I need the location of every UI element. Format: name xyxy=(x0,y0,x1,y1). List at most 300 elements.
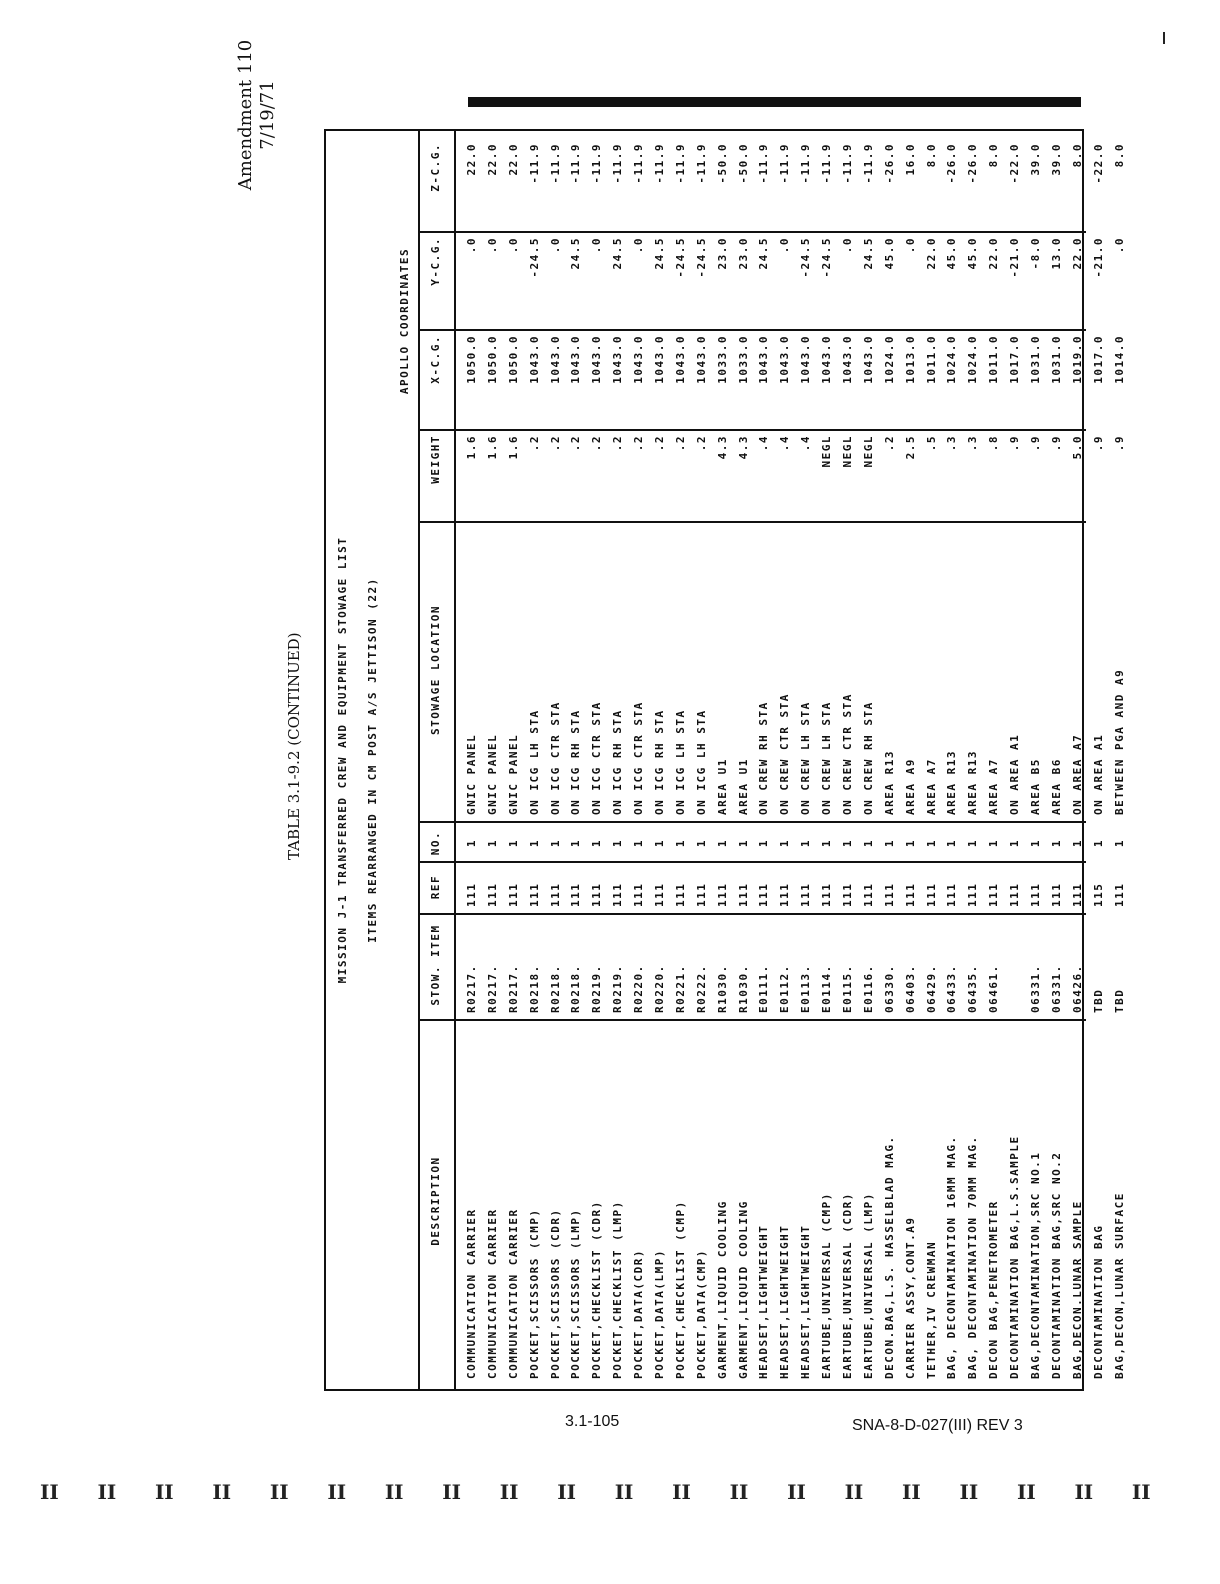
cell-location: ON CREW LH STA xyxy=(799,701,813,815)
cell-stow-item: TBD xyxy=(1112,988,1126,1013)
amendment-label: Amendment 110 xyxy=(235,39,256,191)
cell-location: AREA R13 xyxy=(882,750,896,815)
col-ref: REF xyxy=(429,874,442,900)
cell-no: 1 xyxy=(694,838,708,848)
cell-x-cg: 1043.0 xyxy=(778,335,792,384)
cell-stow-item: E0114. xyxy=(820,964,834,1013)
cell-description: COMMUNICATION CARRIER xyxy=(465,1208,478,1379)
cell-weight: .9 xyxy=(1049,435,1063,452)
cell-weight: .2 xyxy=(548,435,562,452)
cell-no: 1 xyxy=(757,838,771,848)
cell-no: 1 xyxy=(1008,838,1022,848)
table-row xyxy=(671,131,692,1389)
table-row xyxy=(775,131,796,1389)
cell-y-cg: -24.5 xyxy=(820,237,834,278)
cell-no: 1 xyxy=(882,838,896,848)
cell-stow-item: R0218. xyxy=(548,964,562,1013)
cell-description: CARRIER ASSY,CONT.A9 xyxy=(903,1216,917,1379)
cell-stow-item: R0217. xyxy=(485,964,499,1013)
cell-ref: 111 xyxy=(778,882,792,907)
cell-ref: 111 xyxy=(632,882,646,907)
cell-weight: .2 xyxy=(632,435,646,452)
cell-location: ON ICG LH STA xyxy=(673,709,687,815)
table-row xyxy=(525,131,546,1389)
cell-no: 1 xyxy=(820,838,834,848)
cell-ref: 111 xyxy=(861,882,875,907)
cell-y-cg: 22.0 xyxy=(924,237,938,270)
cell-description: BAG, DECONTAMINATION 70MM MAG. xyxy=(966,1135,980,1379)
col-weight: WEIGHT xyxy=(429,435,442,484)
table-row xyxy=(692,131,713,1389)
corner-tick xyxy=(1163,32,1165,44)
cell-ref: 111 xyxy=(841,882,855,907)
cell-location: AREA R13 xyxy=(945,750,959,815)
cell-weight: 1.6 xyxy=(485,435,499,460)
cell-z-cg: -11.9 xyxy=(527,143,541,184)
cell-x-cg: 1024.0 xyxy=(882,335,896,384)
cell-x-cg: 1043.0 xyxy=(569,335,583,384)
cell-weight: 2.5 xyxy=(903,435,917,460)
registration-mark: II xyxy=(384,1480,404,1504)
registration-mark: II xyxy=(97,1480,117,1504)
cell-y-cg: .0 xyxy=(903,237,917,254)
cell-ref: 111 xyxy=(694,882,708,907)
cell-location: ON AREA A1 xyxy=(1091,733,1105,815)
cell-stow-item: R0218. xyxy=(569,964,583,1013)
cell-location: AREA A9 xyxy=(903,758,917,815)
registration-mark: II xyxy=(269,1480,289,1504)
cell-y-cg: .0 xyxy=(632,237,646,254)
cell-x-cg: 1019.0 xyxy=(1070,335,1084,384)
cell-description: POCKET,DATA(CMP) xyxy=(694,1249,708,1379)
cell-x-cg: 1043.0 xyxy=(673,335,687,384)
amendment-block xyxy=(235,0,279,265)
table-row xyxy=(838,131,859,1389)
document-id: SNA-8-D-027(III) REV 3 xyxy=(852,1417,1023,1434)
cell-description: HEADSET,LIGHTWEIGHT xyxy=(778,1224,792,1379)
cell-description: BAG,DECON.LUNAR SAMPLE xyxy=(1070,1200,1084,1379)
cell-x-cg: 1043.0 xyxy=(694,335,708,384)
cell-z-cg: -50.0 xyxy=(736,143,750,184)
cell-description: DECONTAMINATION BAG,SRC NO.2 xyxy=(1049,1151,1063,1379)
cell-y-cg: .0 xyxy=(465,237,478,254)
table-row xyxy=(462,131,483,1389)
cell-z-cg: 8.0 xyxy=(1112,143,1126,168)
cell-ref: 111 xyxy=(485,882,499,907)
cell-z-cg: -11.9 xyxy=(632,143,646,184)
cell-location: GNIC PANEL xyxy=(506,733,520,815)
cell-ref: 111 xyxy=(1049,882,1063,907)
cell-x-cg: 1033.0 xyxy=(736,335,750,384)
cell-ref: 111 xyxy=(527,882,541,907)
cell-stow-item: R0220. xyxy=(653,964,667,1013)
cell-location: AREA A7 xyxy=(987,758,1001,815)
cell-stow-item: R0218. xyxy=(527,964,541,1013)
cell-x-cg: 1017.0 xyxy=(1008,335,1022,384)
cell-weight: NEGL xyxy=(841,435,855,468)
table-title: MISSION J-1 TRANSFERRED CREW AND EQUIPMENT STOWAGE LIST xyxy=(336,536,349,984)
table-row xyxy=(608,131,629,1389)
table-row xyxy=(754,131,775,1389)
cell-no: 1 xyxy=(527,838,541,848)
cell-no: 1 xyxy=(715,838,729,848)
cell-ref: 115 xyxy=(1091,882,1105,907)
registration-mark: II xyxy=(212,1480,232,1504)
cell-z-cg: -11.9 xyxy=(757,143,771,184)
table-row xyxy=(796,131,817,1389)
cell-z-cg: -11.9 xyxy=(799,143,813,184)
cell-stow-item: 06330. xyxy=(882,964,896,1013)
table-row xyxy=(713,131,734,1389)
cell-stow-item: 06426. xyxy=(1070,964,1084,1013)
col-description: DESCRIPTION xyxy=(429,1156,442,1246)
cell-ref: 111 xyxy=(757,882,771,907)
cell-stow-item: 06331. xyxy=(1049,964,1063,1013)
cell-description: POCKET,DATA(LMP) xyxy=(653,1249,667,1379)
table-row xyxy=(734,131,755,1389)
cell-no: 1 xyxy=(548,838,562,848)
table-row xyxy=(880,131,901,1389)
cell-location: ON AREA A1 xyxy=(1008,733,1022,815)
cell-x-cg: 1043.0 xyxy=(861,335,875,384)
cell-x-cg: 1050.0 xyxy=(506,335,520,384)
cell-z-cg: -11.9 xyxy=(569,143,583,184)
cell-stow-item: R0217. xyxy=(465,964,478,1013)
table-row xyxy=(629,131,650,1389)
cell-location: AREA U1 xyxy=(715,758,729,815)
cell-location: ON CREW LH STA xyxy=(820,701,834,815)
column-header-divider xyxy=(454,131,456,1389)
cell-location: GNIC PANEL xyxy=(465,733,478,815)
cell-x-cg: 1043.0 xyxy=(820,335,834,384)
col-stow-item: STOW. ITEM xyxy=(429,924,442,1006)
cell-ref: 111 xyxy=(465,882,478,907)
table-row xyxy=(859,131,880,1389)
cell-location: ON CREW RH STA xyxy=(757,701,771,815)
table-subtitle: ITEMS REARRANGED IN CM POST A/S JETTISON (22) xyxy=(366,577,379,943)
cell-location: ON ICG LH STA xyxy=(527,709,541,815)
cell-no: 1 xyxy=(799,838,813,848)
cell-description: BAG,DECON,LUNAR SURFACE xyxy=(1112,1192,1126,1379)
table-body xyxy=(462,131,1131,1389)
cell-x-cg: 1043.0 xyxy=(632,335,646,384)
cell-no: 1 xyxy=(653,838,667,848)
cell-ref: 111 xyxy=(1070,882,1084,907)
cell-weight: .4 xyxy=(778,435,792,452)
table-row xyxy=(1089,131,1110,1389)
cell-description: EARTUBE,UNIVERSAL (LMP) xyxy=(861,1192,875,1379)
cell-y-cg: 24.5 xyxy=(861,237,875,270)
cell-location: ON ICG RH STA xyxy=(653,709,667,815)
page-number: 3.1-105 xyxy=(565,1413,620,1430)
registration-mark: II xyxy=(1131,1480,1151,1504)
table-row xyxy=(1026,131,1047,1389)
cell-weight: 4.3 xyxy=(715,435,729,460)
table-row xyxy=(504,131,525,1389)
cell-y-cg: 24.5 xyxy=(757,237,771,270)
table-row xyxy=(963,131,984,1389)
cell-location: ON ICG CTR STA xyxy=(590,701,604,815)
table-row xyxy=(587,131,608,1389)
cell-z-cg: -22.0 xyxy=(1008,143,1022,184)
cell-z-cg: -11.9 xyxy=(590,143,604,184)
col-y-cg: Y-C.G. xyxy=(429,237,442,286)
col-no: NO. xyxy=(429,830,442,856)
cell-z-cg: -11.9 xyxy=(841,143,855,184)
table-row xyxy=(984,131,1005,1389)
cell-description: DECON.BAG,L.S. HASSELBLAD MAG. xyxy=(882,1135,896,1379)
cell-z-cg: -22.0 xyxy=(1091,143,1105,184)
cell-weight: .5 xyxy=(924,435,938,452)
registration-mark: II xyxy=(154,1480,174,1504)
cell-no: 1 xyxy=(485,838,499,848)
cell-weight: .2 xyxy=(673,435,687,452)
cell-description: DECONTAMINATION BAG xyxy=(1091,1224,1105,1379)
cell-y-cg: .0 xyxy=(590,237,604,254)
cell-description: HEADSET,LIGHTWEIGHT xyxy=(799,1224,813,1379)
cell-x-cg: 1043.0 xyxy=(611,335,625,384)
cell-description: POCKET,SCISSORS (CMP) xyxy=(527,1208,541,1379)
amendment-date: 7/19/71 xyxy=(257,80,278,150)
cell-y-cg: .0 xyxy=(841,237,855,254)
cell-x-cg: 1043.0 xyxy=(527,335,541,384)
table-row xyxy=(546,131,567,1389)
cell-y-cg: .0 xyxy=(778,237,792,254)
cell-y-cg: .0 xyxy=(1112,237,1126,254)
cell-x-cg: 1043.0 xyxy=(653,335,667,384)
cell-stow-item: 06433. xyxy=(945,964,959,1013)
cell-ref: 111 xyxy=(569,882,583,907)
registration-mark: II xyxy=(729,1480,749,1504)
cell-stow-item: E0113. xyxy=(799,964,813,1013)
cell-no: 1 xyxy=(861,838,875,848)
cell-description: POCKET,DATA(CDR) xyxy=(632,1249,646,1379)
cell-z-cg: 39.0 xyxy=(1049,143,1063,176)
cell-y-cg: .0 xyxy=(506,237,520,254)
cell-no: 1 xyxy=(465,838,478,848)
cell-y-cg: -24.5 xyxy=(527,237,541,278)
cell-description: POCKET,SCISSORS (CDR) xyxy=(548,1208,562,1379)
cell-stow-item: E0112. xyxy=(778,964,792,1013)
cell-z-cg: -11.9 xyxy=(861,143,875,184)
cell-ref: 111 xyxy=(736,882,750,907)
cell-no: 1 xyxy=(632,838,646,848)
cell-description: DECONTAMINATION BAG,L.S.SAMPLE xyxy=(1008,1135,1022,1379)
cell-y-cg: -24.5 xyxy=(694,237,708,278)
cell-y-cg: .0 xyxy=(548,237,562,254)
cell-y-cg: 23.0 xyxy=(715,237,729,270)
cell-z-cg: 16.0 xyxy=(903,143,917,176)
header-divider xyxy=(418,131,420,1389)
cell-x-cg: 1033.0 xyxy=(715,335,729,384)
table-row xyxy=(942,131,963,1389)
registration-mark: II xyxy=(844,1480,864,1504)
table-row xyxy=(1068,131,1089,1389)
cell-ref: 111 xyxy=(1008,882,1022,907)
cell-z-cg: -11.9 xyxy=(611,143,625,184)
cell-y-cg: -8.0 xyxy=(1029,237,1043,270)
cell-weight: .3 xyxy=(966,435,980,452)
cell-no: 1 xyxy=(673,838,687,848)
table-row xyxy=(922,131,943,1389)
cell-no: 1 xyxy=(841,838,855,848)
cell-weight: .8 xyxy=(987,435,1001,452)
cell-ref: 111 xyxy=(673,882,687,907)
cell-no: 1 xyxy=(778,838,792,848)
cell-description: GARMENT,LIQUID COOLING xyxy=(715,1200,729,1379)
cell-stow-item: E0115. xyxy=(841,964,855,1013)
cell-x-cg: 1031.0 xyxy=(1049,335,1063,384)
cell-ref: 111 xyxy=(966,882,980,907)
cell-x-cg: 1024.0 xyxy=(966,335,980,384)
cell-z-cg: 22.0 xyxy=(465,143,478,176)
cell-location: ON ICG LH STA xyxy=(694,709,708,815)
registration-mark: II xyxy=(959,1480,979,1504)
registration-mark: II xyxy=(614,1480,634,1504)
cell-x-cg: 1013.0 xyxy=(903,335,917,384)
cell-z-cg: -11.9 xyxy=(778,143,792,184)
cell-z-cg: -26.0 xyxy=(882,143,896,184)
cell-stow-item: R0220. xyxy=(632,964,646,1013)
cell-location: ON CREW CTR STA xyxy=(778,693,792,815)
cell-y-cg: -24.5 xyxy=(673,237,687,278)
cell-x-cg: 1050.0 xyxy=(465,335,478,384)
cell-x-cg: 1050.0 xyxy=(485,335,499,384)
cell-y-cg: -24.5 xyxy=(799,237,813,278)
cell-weight: .9 xyxy=(1112,435,1126,452)
col-z-cg: Z-C.G. xyxy=(429,143,442,192)
cell-no: 1 xyxy=(1112,838,1126,848)
cell-no: 1 xyxy=(1091,838,1105,848)
cell-weight: NEGL xyxy=(861,435,875,468)
cell-x-cg: 1043.0 xyxy=(757,335,771,384)
cell-location: ON AREA A7 xyxy=(1070,733,1084,815)
cell-z-cg: 22.0 xyxy=(485,143,499,176)
cell-z-cg: -11.9 xyxy=(653,143,667,184)
registration-mark: II xyxy=(40,1480,59,1504)
cell-weight: .2 xyxy=(653,435,667,452)
cell-weight: 1.6 xyxy=(506,435,520,460)
cell-weight: NEGL xyxy=(820,435,834,468)
cell-stow-item: 06435. xyxy=(966,964,980,1013)
cell-location: AREA R13 xyxy=(966,750,980,815)
cell-weight: .2 xyxy=(569,435,583,452)
cell-z-cg: -26.0 xyxy=(966,143,980,184)
cell-ref: 111 xyxy=(1112,882,1126,907)
cell-y-cg: 22.0 xyxy=(987,237,1001,270)
cell-no: 1 xyxy=(1049,838,1063,848)
cell-location: ON ICG CTR STA xyxy=(548,701,562,815)
cell-ref: 111 xyxy=(945,882,959,907)
cell-description: POCKET,CHECKLIST (CMP) xyxy=(673,1200,687,1379)
cell-location: GNIC PANEL xyxy=(485,733,499,815)
cell-stow-item: R1030. xyxy=(715,964,729,1013)
table-row xyxy=(817,131,838,1389)
cell-description: EARTUBE,UNIVERSAL (CDR) xyxy=(841,1192,855,1379)
registration-mark: II xyxy=(1016,1480,1036,1504)
cell-no: 1 xyxy=(966,838,980,848)
cell-stow-item: R0221. xyxy=(673,964,687,1013)
cell-y-cg: 45.0 xyxy=(966,237,980,270)
cell-description: BAG, DECONTAMINATION 16MM MAG. xyxy=(945,1135,959,1379)
cell-description: BAG,DECONTAMINATION,SRC NO.1 xyxy=(1029,1151,1043,1379)
cell-location: ON CREW CTR STA xyxy=(841,693,855,815)
registration-mark: II xyxy=(327,1480,347,1504)
cell-y-cg: -21.0 xyxy=(1091,237,1105,278)
cell-ref: 111 xyxy=(924,882,938,907)
cell-x-cg: 1014.0 xyxy=(1112,335,1126,384)
cell-y-cg: 22.0 xyxy=(1070,237,1084,270)
cell-stow-item: R0222. xyxy=(694,964,708,1013)
cell-x-cg: 1011.0 xyxy=(987,335,1001,384)
cell-x-cg: 1043.0 xyxy=(548,335,562,384)
cell-z-cg: 39.0 xyxy=(1029,143,1043,176)
cell-z-cg: -26.0 xyxy=(945,143,959,184)
cell-location: ON ICG RH STA xyxy=(569,709,583,815)
cell-stow-item: E0116. xyxy=(861,964,875,1013)
cell-location: AREA A7 xyxy=(924,758,938,815)
cell-stow-item: 06331. xyxy=(1029,964,1043,1013)
cell-ref: 111 xyxy=(611,882,625,907)
cell-z-cg: -11.9 xyxy=(820,143,834,184)
cell-weight: 1.6 xyxy=(465,435,478,460)
cell-no: 1 xyxy=(987,838,1001,848)
col-stowage-location: STOWAGE LOCATION xyxy=(429,605,442,735)
cell-weight: .3 xyxy=(945,435,959,452)
cell-ref: 111 xyxy=(548,882,562,907)
cell-z-cg: 8.0 xyxy=(924,143,938,168)
cell-weight: .2 xyxy=(611,435,625,452)
cell-description: DECON BAG,PENETROMETER xyxy=(987,1200,1001,1379)
cell-no: 1 xyxy=(506,838,520,848)
cell-stow-item: R1030. xyxy=(736,964,750,1013)
cell-weight: .9 xyxy=(1091,435,1105,452)
table-caption: TABLE 3.1-9.2 (CONTINUED) xyxy=(285,632,303,860)
cell-ref: 111 xyxy=(653,882,667,907)
cell-description: TETHER,IV CREWMAN xyxy=(924,1240,938,1379)
cell-location: ON ICG RH STA xyxy=(611,709,625,815)
cell-weight: 5.0 xyxy=(1070,435,1084,460)
cell-weight: .9 xyxy=(1029,435,1043,452)
cell-x-cg: 1017.0 xyxy=(1091,335,1105,384)
cell-ref: 111 xyxy=(882,882,896,907)
cell-x-cg: 1043.0 xyxy=(590,335,604,384)
cell-ref: 111 xyxy=(799,882,813,907)
cell-weight: .2 xyxy=(882,435,896,452)
registration-mark: II xyxy=(442,1480,461,1504)
cell-ref: 111 xyxy=(506,882,520,907)
registration-mark: II xyxy=(672,1480,691,1504)
cell-z-cg: 8.0 xyxy=(1070,143,1084,168)
cell-no: 1 xyxy=(590,838,604,848)
table-row xyxy=(1110,131,1131,1389)
cell-no: 1 xyxy=(1029,838,1043,848)
table-row xyxy=(1005,131,1026,1389)
cell-y-cg: 13.0 xyxy=(1049,237,1063,270)
cell-stow-item: R0219. xyxy=(590,964,604,1013)
cell-ref: 111 xyxy=(715,882,729,907)
cell-y-cg: 45.0 xyxy=(882,237,896,270)
cell-x-cg: 1043.0 xyxy=(841,335,855,384)
cell-stow-item: E0111. xyxy=(757,964,771,1013)
cell-location: BETWEEN PGA AND A9 xyxy=(1112,668,1126,815)
cell-location: AREA U1 xyxy=(736,758,750,815)
col-x-cg: X-C.G. xyxy=(429,335,442,384)
registration-mark: II xyxy=(557,1480,576,1504)
cell-no: 1 xyxy=(1070,838,1084,848)
cell-location: ON ICG CTR STA xyxy=(632,701,646,815)
cell-z-cg: -11.9 xyxy=(673,143,687,184)
